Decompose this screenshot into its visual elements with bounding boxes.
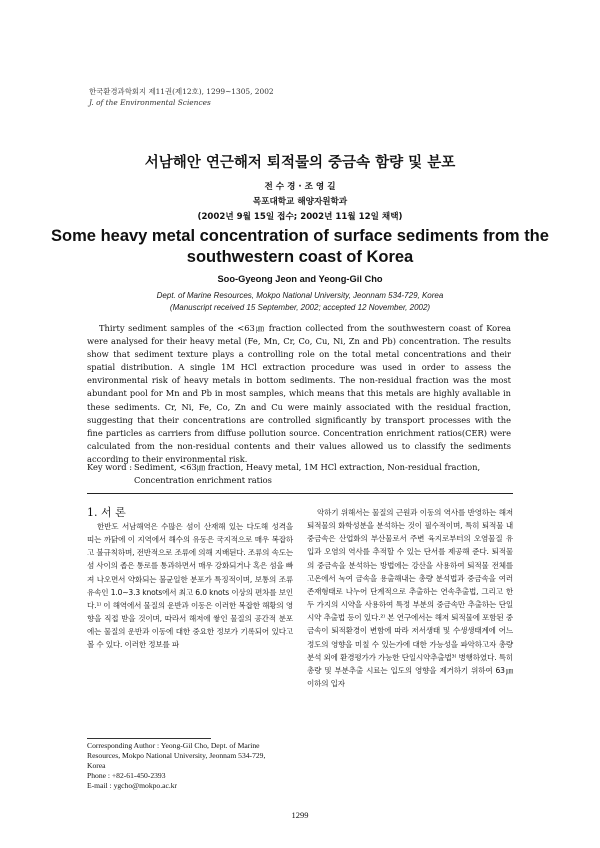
keywords-text: Sediment, <63㎛ fraction, Heavy metal, 1M HCl extraction, Non-residual fraction, Concentration enrichment ratios: [134, 462, 481, 485]
keywords-label: Key word :: [87, 462, 133, 472]
journal-name-en: J. of the Environmental Sciences: [89, 98, 211, 107]
footnote-line: Resources, Mokpo National University, Jeonnam 534-729,: [87, 751, 266, 760]
affiliation-korean: 목포대학교 해양자원학과: [252, 197, 348, 207]
body-column-left: 한반도 서남해역은 수많은 섬이 산재해 있는 다도해 성격을 띠는 까닭에 이 지역에서 해수의 유동은 국지적으로 매우 복잡하고 불규칙하며, 전반적으로 조류에 의해 지배된다. 조류의 속도는 섬 사이의 좁은 통로를 통과하면서 매우 강화되거나 혹은 섬을 빠져 나오면서 약화되는 불균일한 분포가 특징적이며, 보통의 조류유속인 1.0~3.3 knots에서 최고 6.0 knots 이상의 편차를 보인다.¹⁾ 이 해역에서 물질의 운반과 이동은 이러한 복잡한 해황의 영향을 직접 받을 것이며, 따라서 해저에 쌓인 물질의 공간적 분포에는 물질의 운반과 이동에 대한 중요한 정보가 기록되어 있다고 볼 수 있다. 이러한 정보를 파: [87, 522, 293, 650]
footnote-phone: Phone : +82-61-450-2393: [87, 771, 166, 780]
corresponding-author-footnote: [87, 741, 297, 791]
affiliation-english: Dept. of Marine Resources, Mokpo National University, Jeonnam 534-729, Korea: [156, 291, 444, 300]
dates-english: (Manuscript received 15 September, 2002; accepted 12 November, 2002): [169, 303, 431, 312]
footnote-divider: [87, 738, 211, 739]
section-heading-introduction: 1. 서 론: [87, 506, 126, 519]
journal-header: [89, 86, 274, 108]
abstract: Thirty sediment samples of the <63㎛ fraction collected from the southwestern coast of Korea were analysed for their heavy metal (Fe, Mn, Cr, Co, Cu, Ni, Zn and Pb) concentration. The results show that sediment texture plays a controlling role on the total metal concentrations and their spatial distribution. A single 1M HCl extraction procedure was used in order to assess the environmental risk of heavy metals in bottom sediments. The non-residual fraction was the most abundant pool for Mn and Pb in most samples, which means that this metals are highly avaliable in these sediments. Cr, Ni, Fe, Co, Zn and Cu were mainly associated with the residual fraction, suggesting that their concentrations are controlled significantly by transport processes with the fine particles as carriers from diffuse pollution source. Concentration enrichment ratios(CER) were calculated from the non-residual contents and their values allowed us to classify the sediments according to their environmental risk.: [87, 323, 511, 464]
title-korean: 서남해안 연근해저 퇴적물의 중금속 함량 및 분포: [144, 155, 456, 171]
page-number: 1299: [291, 810, 309, 820]
section-divider: [87, 493, 513, 494]
journal-citation-kr: 한국환경과학회지 제11권(제12호), 1299~1305, 2002: [89, 87, 274, 96]
affiliation-block-english: [0, 290, 600, 314]
footnote-email: E-mail : ygcho@mokpo.ac.kr: [87, 781, 178, 790]
authors-english: Soo-Gyeong Jeon and Yeong-Gil Cho: [217, 274, 383, 284]
footnote-line: Korea: [87, 761, 106, 770]
author-block-korean: [0, 180, 600, 225]
body-column-right: 악하기 위해서는 물질의 근원과 이동의 역사를 반영하는 해저 퇴적물의 화학성분을 분석하는 것이 필수적이며, 특히 퇴적물 내 중금속은 산업화의 부산물로서 주변 육지로부터의 오염물질 유입과 오염의 역사를 추적할 수 있는 단서를 제공해 준다. 퇴적물의 중금속을 분석하는 방법에는 강산을 사용하여 퇴적물 전체를 고온에서 녹여 금속을 용출해내는 총량 분석법과 중금속을 여러 존재형태로 나누어 단계적으로 추출하는 연속추출법, 그리고 한 두 가지의 시약을 사용하여 특정 부분의 중금속만 추출하는 단일시약 추출법 등이 있다.²⁾ 본 연구에서는 해저 퇴적물에 포함된 중금속이 퇴적환경이 변함에 따라 저서생태 및 수생생태계에 어느 정도의 영향을 미칠 수 있는가에 대한 가능성을 파악하고자 총량 분석 외에 환경평가가 가능한 단일시약추출법³⁾ 병행하였다. 특히 총량 및 부분추출 시료는 입도의 영향을 제거하기 위하여 63㎛ 이하의 입자: [307, 508, 513, 689]
authors-korean: 전 수 경 · 조 영 길: [264, 182, 336, 192]
footnote-line: Corresponding Author : Yeong-Gil Cho, Dept. of Marine: [87, 741, 260, 750]
title-english: Some heavy metal concentration of surface sediments from the southwestern coast of Korea: [51, 227, 549, 266]
dates-korean: (2002년 9월 15일 접수; 2002년 11월 12일 채택): [197, 212, 403, 222]
